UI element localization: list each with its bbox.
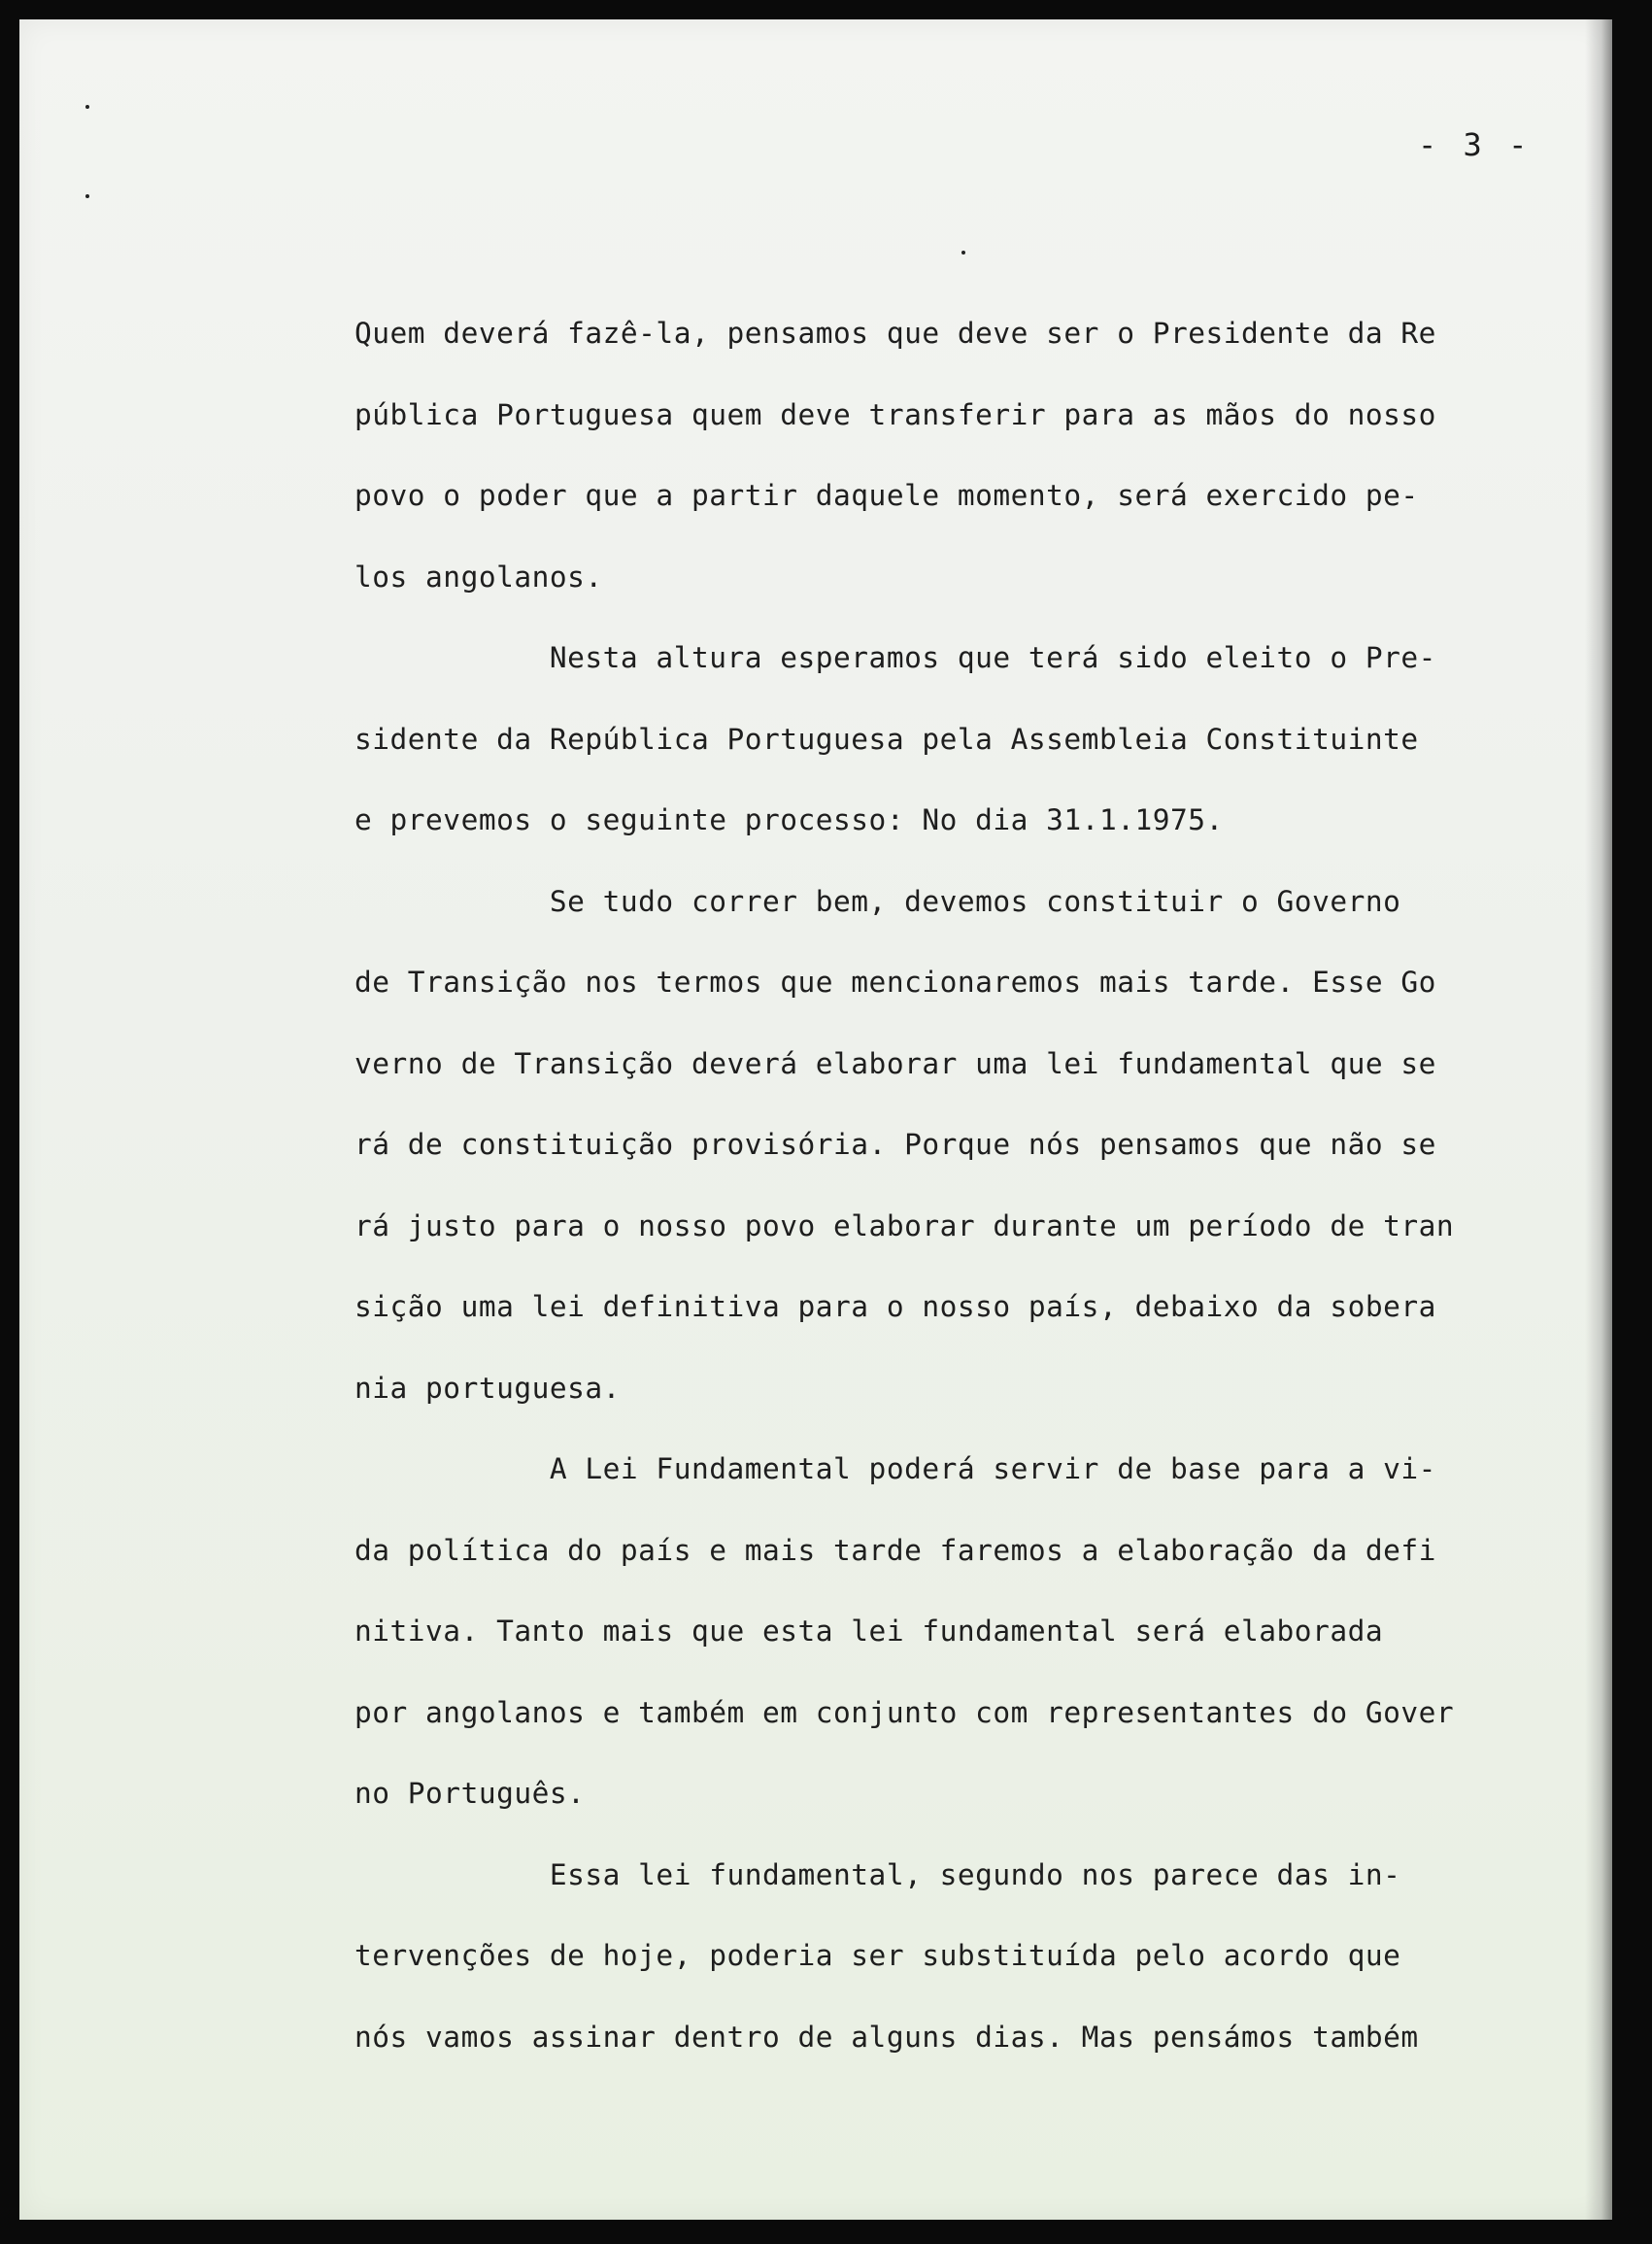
text-line: Quem deverá fazê-la, pensamos que deve ser o Presidente da Re bbox=[354, 317, 1436, 350]
paragraph-4 bbox=[354, 1429, 1588, 1835]
document-page bbox=[19, 19, 1612, 2220]
text-line: verno de Transição deverá elaborar uma lei fundamental que se bbox=[354, 1046, 1436, 1080]
paragraph-2 bbox=[354, 618, 1588, 862]
text-line: sidente da República Portuguesa pela Assembleia Constituinte bbox=[354, 722, 1419, 756]
margin-speck bbox=[85, 194, 89, 198]
text-line: los angolanos. bbox=[354, 560, 603, 594]
text-line: e prevemos o seguinte processo: No dia 31.1.1975. bbox=[354, 803, 1224, 836]
text-line: da política do país e mais tarde faremos a elaboração da defi bbox=[354, 1533, 1436, 1567]
text-line: Essa lei fundamental, segundo nos parece das in- bbox=[354, 1857, 1401, 1891]
page-number: - 3 - bbox=[1418, 126, 1532, 163]
text-line: sição uma lei definitiva para o nosso país, debaixo da sobera bbox=[354, 1290, 1436, 1323]
text-line: pública Portuguesa quem deve transferir para as mãos do nosso bbox=[354, 397, 1436, 431]
margin-speck bbox=[85, 105, 89, 109]
text-line: tervenções de hoje, poderia ser substituída pelo acordo que bbox=[354, 1939, 1401, 1972]
text-line: povo o poder que a partir daquele momento, será exercido pe- bbox=[354, 479, 1419, 512]
paragraph-3 bbox=[354, 862, 1588, 1430]
body-text bbox=[354, 293, 1588, 2078]
text-line: de Transição nos termos que mencionaremos mais tarde. Esse Go bbox=[354, 966, 1436, 999]
page-edge-shadow bbox=[1585, 19, 1612, 2220]
text-line: rá de constituição provisória. Porque nós pensamos que não se bbox=[354, 1128, 1436, 1161]
text-line: nós vamos assinar dentro de alguns dias. Mas pensámos também bbox=[354, 2020, 1419, 2054]
text-line: A Lei Fundamental poderá servir de base para a vi- bbox=[354, 1452, 1436, 1485]
margin-speck bbox=[961, 251, 965, 255]
paragraph-5 bbox=[354, 1835, 1588, 2079]
text-line: nitiva. Tanto mais que esta lei fundamental será elaborada bbox=[354, 1615, 1384, 1648]
text-line: Nesta altura esperamos que terá sido eleito o Pre- bbox=[354, 641, 1436, 674]
text-line: no Português. bbox=[354, 1777, 586, 1810]
text-line: por angolanos e também em conjunto com representantes do Gover bbox=[354, 1695, 1455, 1729]
text-line: nia portuguesa. bbox=[354, 1371, 621, 1405]
text-line: rá justo para o nosso povo elaborar durante um período de tran bbox=[354, 1208, 1455, 1242]
paragraph-1 bbox=[354, 293, 1588, 618]
text-line: Se tudo correr bem, devemos constituir o Governo bbox=[354, 884, 1401, 918]
